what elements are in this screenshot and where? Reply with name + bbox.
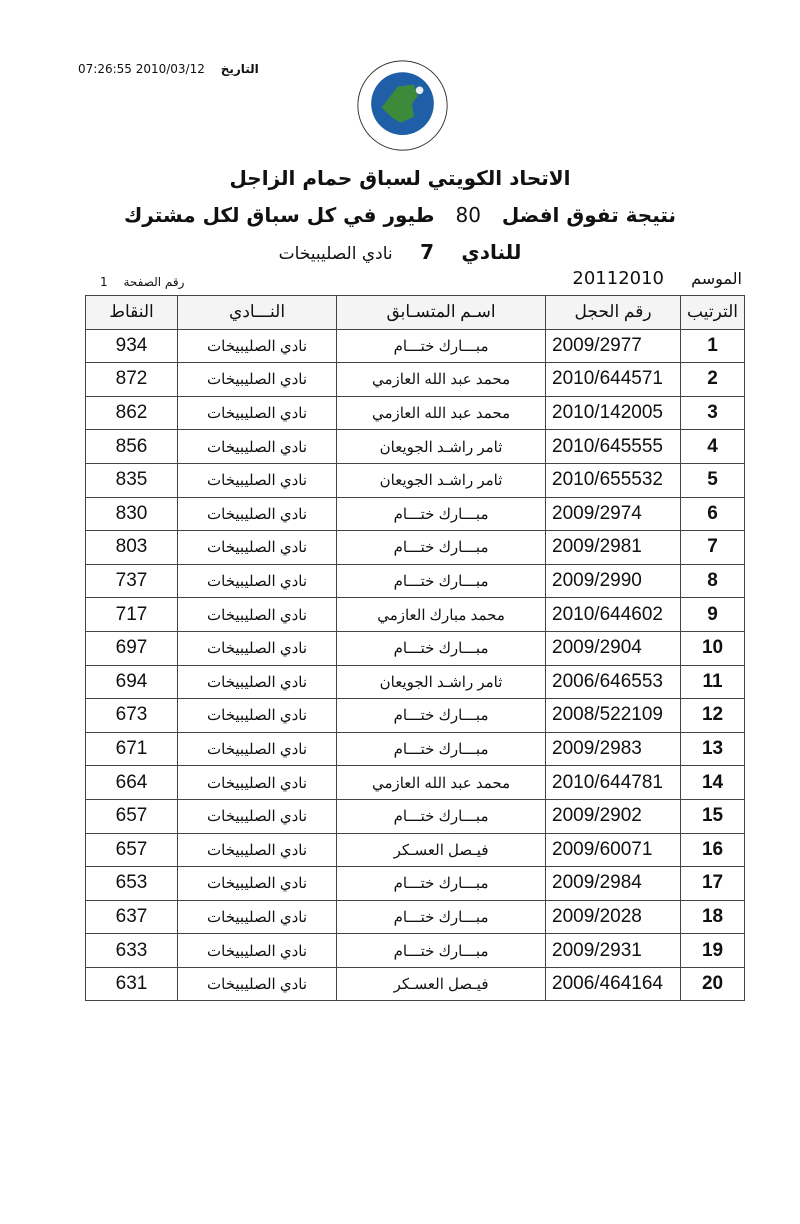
federation-title: الاتحاد الكويتي لسباق حمام الزاجل xyxy=(229,166,571,190)
col-name: اسـم المتسـابق xyxy=(337,296,546,330)
competitor-name-cell: ثامر راشـد الجويعان xyxy=(337,430,546,464)
club-cell: نادي الصليبيخات xyxy=(178,833,337,867)
points-cell: 835 xyxy=(86,463,178,497)
competitor-name-cell: محمد عبد الله العازمي xyxy=(337,766,546,800)
competitor-name-cell: مبـــارك ختـــام xyxy=(337,867,546,901)
rank-cell: 17 xyxy=(681,867,745,901)
ring-number-cell: 2009/2902 xyxy=(546,799,681,833)
page-label: رقم الصفحة xyxy=(123,275,185,289)
ring-number-cell: 2009/2990 xyxy=(546,564,681,598)
page-value: 1 xyxy=(100,275,108,289)
ring-number-cell: 2006/646553 xyxy=(546,665,681,699)
club-cell: نادي الصليبيخات xyxy=(178,598,337,632)
points-cell: 694 xyxy=(86,665,178,699)
table-row xyxy=(86,799,745,833)
competitor-name-cell: مبـــارك ختـــام xyxy=(337,934,546,968)
rank-cell: 1 xyxy=(681,329,745,363)
ring-number-cell: 2009/60071 xyxy=(546,833,681,867)
points-cell: 697 xyxy=(86,631,178,665)
points-cell: 657 xyxy=(86,799,178,833)
club-cell: نادي الصليبيخات xyxy=(178,967,337,1001)
rank-cell: 4 xyxy=(681,430,745,464)
rank-cell: 7 xyxy=(681,531,745,565)
season-value: 20112010 xyxy=(572,268,665,289)
rank-cell: 12 xyxy=(681,699,745,733)
competitor-name-cell: مبـــارك ختـــام xyxy=(337,900,546,934)
competitor-name-cell: مبـــارك ختـــام xyxy=(337,799,546,833)
points-cell: 637 xyxy=(86,900,178,934)
points-cell: 664 xyxy=(86,766,178,800)
season-label: الموسم xyxy=(691,269,742,288)
rank-cell: 18 xyxy=(681,900,745,934)
competitor-name-cell: مبـــارك ختـــام xyxy=(337,699,546,733)
ring-number-cell: 2009/2931 xyxy=(546,934,681,968)
club-cell: نادي الصليبيخات xyxy=(178,732,337,766)
table-row xyxy=(86,598,745,632)
ring-number-cell: 2008/522109 xyxy=(546,699,681,733)
club-cell: نادي الصليبيخات xyxy=(178,329,337,363)
club-cell: نادي الصليبيخات xyxy=(178,766,337,800)
table-row xyxy=(86,497,745,531)
ring-number-cell: 2010/644781 xyxy=(546,766,681,800)
ring-number-cell: 2009/2974 xyxy=(546,497,681,531)
rank-cell: 2 xyxy=(681,363,745,397)
ring-number-cell: 2009/2983 xyxy=(546,732,681,766)
points-cell: 653 xyxy=(86,867,178,901)
club-cell: نادي الصليبيخات xyxy=(178,699,337,733)
club-cell: نادي الصليبيخات xyxy=(178,799,337,833)
report-title-post: طيور في كل سباق لكل مشترك xyxy=(123,203,435,227)
table-header xyxy=(86,296,745,330)
rank-cell: 15 xyxy=(681,799,745,833)
table-row xyxy=(86,732,745,766)
table-row xyxy=(86,363,745,397)
competitor-name-cell: محمد عبد الله العازمي xyxy=(337,396,546,430)
table-row xyxy=(86,531,745,565)
ring-number-cell: 2009/2984 xyxy=(546,867,681,901)
competitor-name-cell: فيـصل العسـكر xyxy=(337,833,546,867)
ring-number-cell: 2010/644602 xyxy=(546,598,681,632)
club-label: للنادي xyxy=(461,240,522,264)
rank-cell: 3 xyxy=(681,396,745,430)
club-number: 7 xyxy=(420,240,434,264)
ring-number-cell: 2006/464164 xyxy=(546,967,681,1001)
table-row xyxy=(86,665,745,699)
rank-cell: 6 xyxy=(681,497,745,531)
club-cell: نادي الصليبيخات xyxy=(178,396,337,430)
results-table xyxy=(85,295,745,1001)
table-row xyxy=(86,900,745,934)
points-cell: 657 xyxy=(86,833,178,867)
rank-cell: 10 xyxy=(681,631,745,665)
competitor-name-cell: محمد مبارك العازمي xyxy=(337,598,546,632)
table-row xyxy=(86,833,745,867)
table-row xyxy=(86,564,745,598)
club-cell: نادي الصليبيخات xyxy=(178,463,337,497)
report-title xyxy=(0,203,800,227)
table-row xyxy=(86,396,745,430)
points-cell: 671 xyxy=(86,732,178,766)
ring-number-cell: 2010/655532 xyxy=(546,463,681,497)
season xyxy=(572,268,742,289)
table-row xyxy=(86,766,745,800)
col-rank: الترتيب xyxy=(681,296,745,330)
club-cell: نادي الصليبيخات xyxy=(178,564,337,598)
competitor-name-cell: مبـــارك ختـــام xyxy=(337,631,546,665)
points-cell: 737 xyxy=(86,564,178,598)
table-row xyxy=(86,934,745,968)
rank-cell: 14 xyxy=(681,766,745,800)
competitor-name-cell: مبـــارك ختـــام xyxy=(337,732,546,766)
col-club: النـــادي xyxy=(178,296,337,330)
club-cell: نادي الصليبيخات xyxy=(178,363,337,397)
page-number xyxy=(100,275,184,289)
date-value: 07:26:55 2010/03/12 xyxy=(78,62,205,76)
points-cell: 872 xyxy=(86,363,178,397)
rank-cell: 20 xyxy=(681,967,745,1001)
ring-number-cell: 2010/142005 xyxy=(546,396,681,430)
rank-cell: 5 xyxy=(681,463,745,497)
competitor-name-cell: ثامر راشـد الجويعان xyxy=(337,463,546,497)
table-row xyxy=(86,967,745,1001)
ring-number-cell: 2009/2977 xyxy=(546,329,681,363)
points-cell: 673 xyxy=(86,699,178,733)
rank-cell: 11 xyxy=(681,665,745,699)
table-row xyxy=(86,463,745,497)
table-row xyxy=(86,699,745,733)
points-cell: 830 xyxy=(86,497,178,531)
ring-number-cell: 2009/2904 xyxy=(546,631,681,665)
competitor-name-cell: مبـــارك ختـــام xyxy=(337,564,546,598)
report-title-pre: نتيجة تفوق افضل xyxy=(501,203,677,227)
points-cell: 717 xyxy=(86,598,178,632)
club-cell: نادي الصليبيخات xyxy=(178,665,337,699)
points-cell: 862 xyxy=(86,396,178,430)
table-row xyxy=(86,867,745,901)
competitor-name-cell: فيـصل العسـكر xyxy=(337,967,546,1001)
points-cell: 803 xyxy=(86,531,178,565)
club-line xyxy=(0,240,800,264)
points-cell: 633 xyxy=(86,934,178,968)
rank-cell: 13 xyxy=(681,732,745,766)
rank-cell: 9 xyxy=(681,598,745,632)
print-date xyxy=(78,62,259,76)
date-label: التاريخ xyxy=(220,62,259,76)
club-name: نادي الصليبيخات xyxy=(278,244,393,264)
rank-cell: 8 xyxy=(681,564,745,598)
col-ring: رقم الحجل xyxy=(546,296,681,330)
competitor-name-cell: مبـــارك ختـــام xyxy=(337,497,546,531)
club-cell: نادي الصليبيخات xyxy=(178,934,337,968)
club-cell: نادي الصليبيخات xyxy=(178,531,337,565)
rank-cell: 16 xyxy=(681,833,745,867)
rank-cell: 19 xyxy=(681,934,745,968)
points-cell: 631 xyxy=(86,967,178,1001)
table-row xyxy=(86,430,745,464)
table-row xyxy=(86,631,745,665)
ring-number-cell: 2010/644571 xyxy=(546,363,681,397)
points-cell: 934 xyxy=(86,329,178,363)
report-title-count: 80 xyxy=(455,203,481,227)
ring-number-cell: 2009/2028 xyxy=(546,900,681,934)
club-cell: نادي الصليبيخات xyxy=(178,631,337,665)
col-points: النقاط xyxy=(86,296,178,330)
ring-number-cell: 2009/2981 xyxy=(546,531,681,565)
competitor-name-cell: مبـــارك ختـــام xyxy=(337,531,546,565)
points-cell: 856 xyxy=(86,430,178,464)
federation-logo xyxy=(355,58,450,153)
club-cell: نادي الصليبيخات xyxy=(178,430,337,464)
table-row xyxy=(86,329,745,363)
club-cell: نادي الصليبيخات xyxy=(178,867,337,901)
competitor-name-cell: ثامر راشـد الجويعان xyxy=(337,665,546,699)
ring-number-cell: 2010/645555 xyxy=(546,430,681,464)
club-cell: نادي الصليبيخات xyxy=(178,900,337,934)
club-cell: نادي الصليبيخات xyxy=(178,497,337,531)
competitor-name-cell: محمد عبد الله العازمي xyxy=(337,363,546,397)
competitor-name-cell: مبـــارك ختـــام xyxy=(337,329,546,363)
